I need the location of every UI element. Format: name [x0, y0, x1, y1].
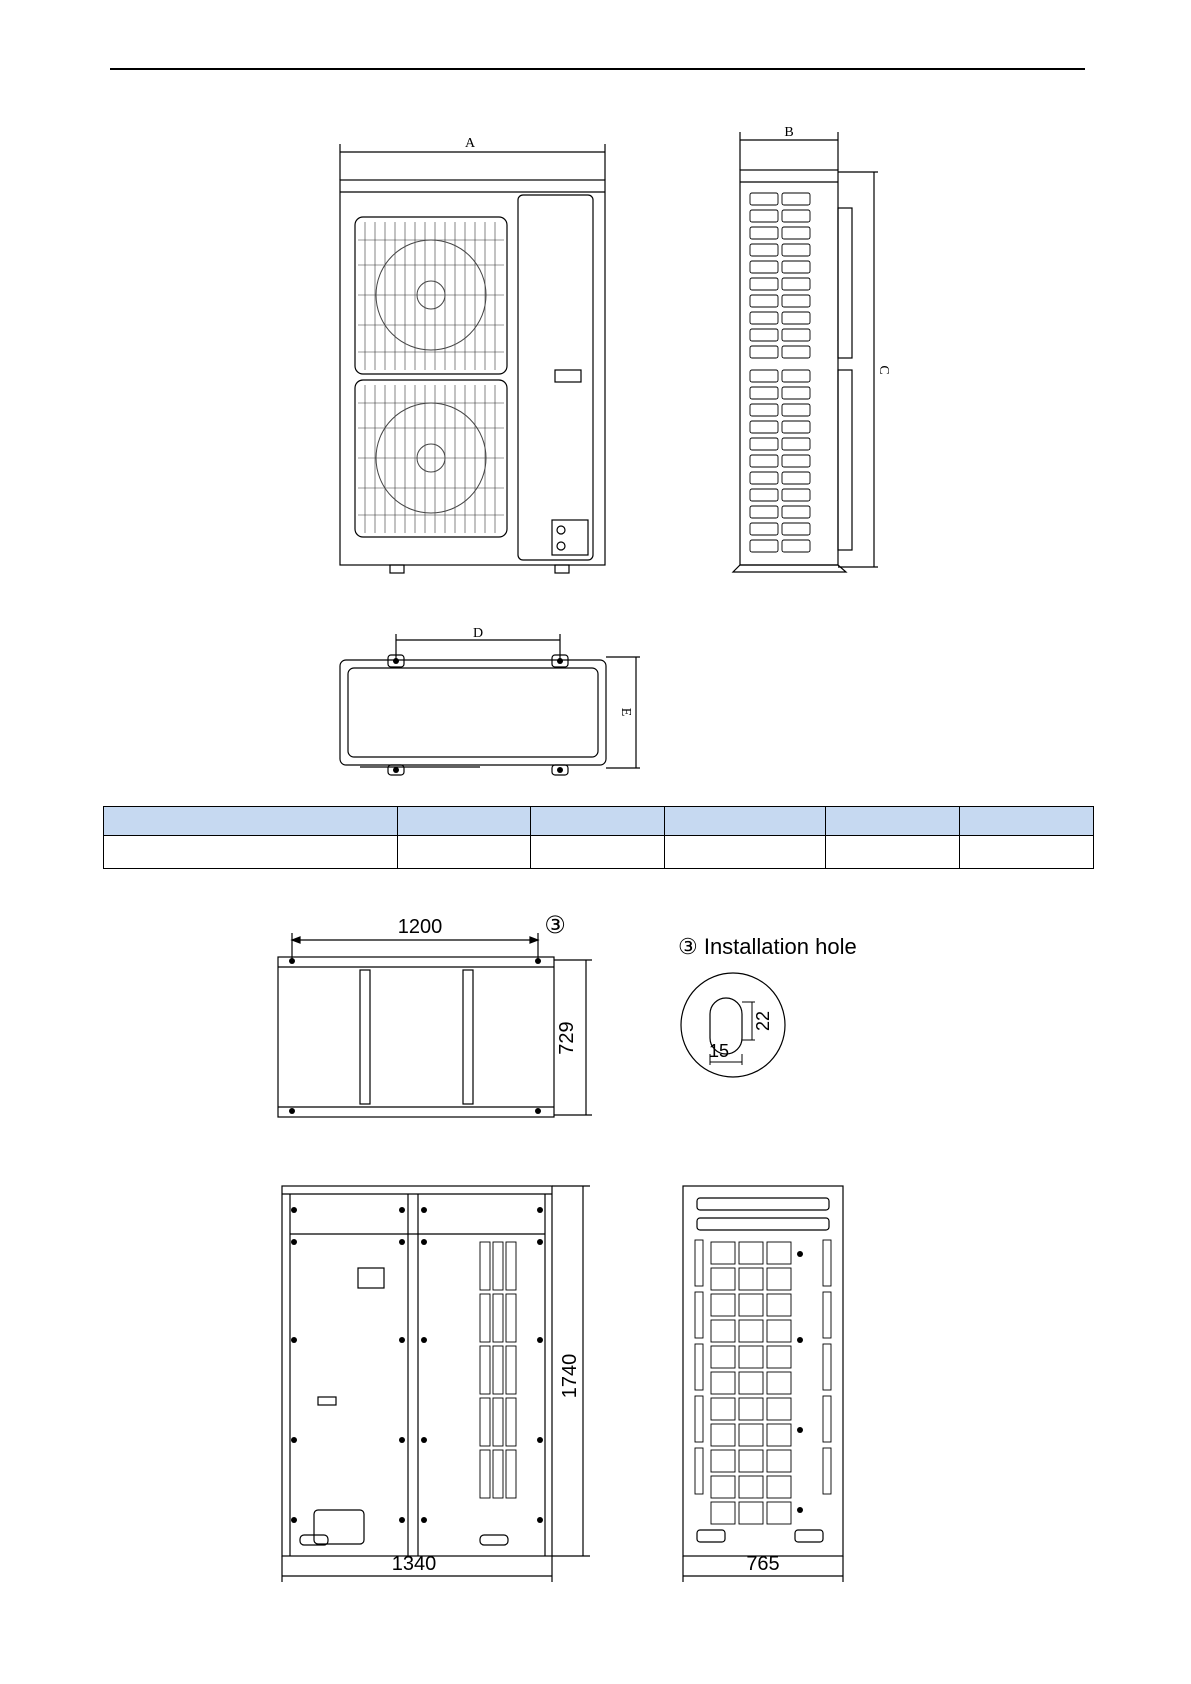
- table-header-cell: [665, 807, 826, 836]
- dimension-15: 15: [708, 1041, 730, 1061]
- header-rule: [110, 68, 1085, 70]
- side-view-drawing-765: [675, 1180, 855, 1600]
- installation-hole-detail: [675, 930, 915, 1090]
- table-cell: [665, 836, 826, 869]
- dimension-22: 22: [753, 1010, 773, 1032]
- top-view-drawing-1200: [270, 905, 600, 1125]
- table-header-cell: [531, 807, 665, 836]
- table-cell: [398, 836, 531, 869]
- label-b: B: [784, 125, 794, 140]
- table-header-row: [104, 807, 1094, 836]
- top-view-drawing-d: [330, 620, 640, 780]
- dimension-1340: 1340: [391, 1553, 437, 1575]
- dimension-table: [103, 806, 1094, 869]
- dimension-765: 765: [746, 1553, 780, 1575]
- front-view-drawing-1340: [270, 1180, 610, 1600]
- table-header-cell: [104, 807, 398, 836]
- table-header-cell: [826, 807, 960, 836]
- table-row: [104, 836, 1094, 869]
- label-e: E: [618, 707, 633, 717]
- label-a: A: [464, 136, 476, 151]
- installation-hole-title: ③ Installation hole: [678, 934, 857, 959]
- installation-hole-marker: ③: [544, 911, 566, 939]
- table-cell: [826, 836, 960, 869]
- front-view-drawing-a: [330, 130, 615, 580]
- side-view-drawing-b: [728, 120, 891, 580]
- dimension-729: 729: [556, 1021, 578, 1055]
- dimension-1200: 1200: [397, 916, 443, 938]
- label-c: C: [876, 365, 891, 375]
- label-d: D: [472, 626, 484, 641]
- table-header-cell: [960, 807, 1094, 836]
- table-cell: [104, 836, 398, 869]
- dimension-1740: 1740: [559, 1353, 581, 1399]
- table-header-cell: [398, 807, 531, 836]
- table-cell: [960, 836, 1094, 869]
- table-cell: [531, 836, 665, 869]
